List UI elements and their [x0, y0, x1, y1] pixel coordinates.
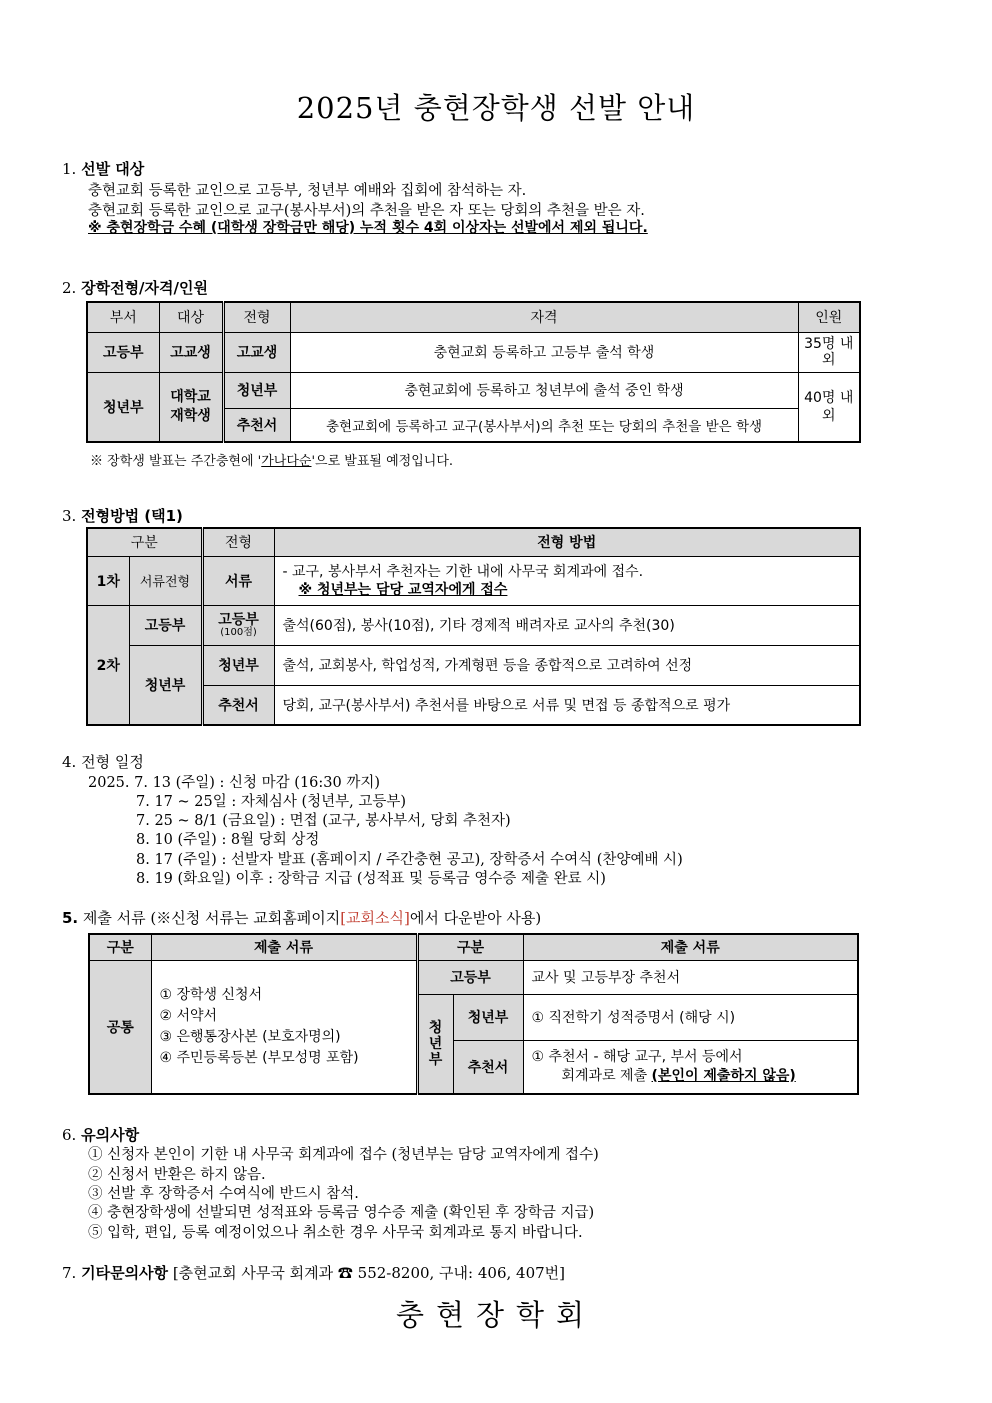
target-cell: 고교생 — [159, 332, 223, 372]
s1-line-2: 충현교회 등록한 교인으로 교구(봉사부서)의 추천을 받은 자 또는 당회의 추천을 받은 자. — [88, 203, 645, 219]
method-cell: 당회, 교구(봉사부서) 추천서를 바탕으로 서류 및 면접 등 종합적으로 평가 — [274, 685, 860, 725]
col-header: 자격 — [290, 302, 798, 332]
qual-cell: 충현교회에 등록하고 청년부에 출석 중인 학생 — [290, 372, 798, 408]
common-cell: 공통 — [89, 960, 151, 1094]
method-text: - 교구, 봉사부서 추천자는 기한 내에 사무국 회계과에 접수. — [282, 563, 644, 580]
table-row — [87, 556, 860, 605]
section-number: 5. — [62, 909, 79, 927]
s2-note — [90, 450, 453, 469]
schedule-line: 8. 17 (주일) : 선발자 발표 (홈페이지 / 주간충현 공고), 장학증서 수여식 (찬양예배 시) — [136, 852, 683, 868]
contact-info: [충현교회 사무국 회계과 ☎ 552-8200, 구내: 406, 407번] — [172, 1264, 566, 1282]
schedule-line: 8. 10 (주일) : 8월 당회 상정 — [136, 832, 320, 848]
target-cell: 대학교 재학생 — [159, 372, 223, 442]
col-header: 부서 — [87, 302, 159, 332]
section-title: 선발 대상 — [81, 160, 145, 178]
notice-item: ② 신청서 반환은 하지 않음. — [88, 1167, 266, 1183]
section-title: 장학전형/자격/인원 — [81, 279, 208, 297]
doc-item: ④ 주민등록등본 (부모성명 포함) — [159, 1049, 359, 1066]
section-title: 제출 서류 (※신청 서류는 교회홈페이지 — [82, 909, 341, 927]
rec-doc-cell — [523, 1040, 858, 1094]
table-row — [87, 645, 860, 685]
s1-warning: ※ 충현장학금 수혜 (대학생 장학금만 해당) 누적 횟수 4회 이상자는 선발에서 제외 됩니다. — [88, 220, 648, 236]
doc-item: ① 장학생 신청서 — [159, 986, 263, 1003]
sub-cell: 서류전형 — [129, 556, 202, 605]
section-5-heading — [62, 907, 541, 928]
doc-item: ③ 은행통장사본 (보호자명의) — [159, 1028, 341, 1045]
youth-doc-cell: ① 직전학기 성적증명서 (해당 시) — [523, 994, 858, 1040]
qualification-table — [86, 301, 861, 443]
selection-method-table — [86, 527, 861, 726]
section-4-heading — [62, 751, 144, 772]
schedule-line: 7. 17 ~ 25일 : 자체심사 (청년부, 고등부) — [136, 794, 407, 810]
schedule-line: 7. 25 ~ 8/1 (금요일) : 면접 (교구, 봉사부서, 당회 추천자) — [136, 813, 511, 829]
sub-cell: 고등부 — [129, 605, 202, 645]
youth-cell: 청년부 — [453, 994, 523, 1040]
notice-item: ① 신청자 본인이 기한 내 사무국 회계과에 접수 (청년부는 담당 교역자에게 접수) — [88, 1147, 599, 1163]
col-header: 전형 — [223, 302, 290, 332]
method-note: ※ 청년부는 담당 교역자에게 접수 — [298, 581, 508, 598]
type-points: (100점) — [220, 627, 257, 638]
table-row — [87, 332, 860, 372]
note-text: '으로 발표될 예정입니다. — [311, 454, 454, 469]
documents-table — [88, 933, 859, 1095]
section-title: 기타문의사항 — [81, 1264, 169, 1282]
doc-item: ② 서약서 — [159, 1007, 218, 1024]
type-cell: 고교생 — [223, 332, 290, 372]
section-1-heading — [62, 158, 144, 179]
hs-cell: 고등부 — [417, 960, 523, 994]
organization-signature: 충현장학회 — [395, 1298, 597, 1332]
youth-group-cell: 청년부 — [417, 994, 453, 1094]
rec-doc-line: ① 추천서 - 해당 교구, 부서 등에서 — [531, 1048, 743, 1065]
rec-doc-note: (본인이 제출하지 않음) — [651, 1067, 796, 1084]
qual-cell: 충현교회에 등록하고 교구(봉사부서)의 추천 또는 당회의 추천을 받은 학생 — [290, 408, 798, 442]
section-number: 1. — [62, 160, 77, 178]
section-number: 4. — [62, 753, 77, 771]
rec-cell: 추천서 — [453, 1040, 523, 1094]
section-title-tail: 에서 다운받아 사용) — [409, 909, 542, 927]
page-title: 2025년 충현장학생 선발 안내 — [296, 91, 696, 125]
sub-cell: 청년부 — [129, 645, 202, 725]
notice-item: ④ 충현장학생에 선발되면 성적표와 등록금 영수증 제출 (확인된 후 장학금 지급) — [88, 1205, 595, 1221]
count-cell: 40명 내외 — [798, 372, 860, 442]
type-text: 고등부 — [218, 612, 259, 628]
notice-item: ③ 선발 후 장학증서 수여식에 반드시 참석. — [88, 1186, 359, 1202]
type-cell: 청년부 — [202, 645, 274, 685]
type-cell: 청년부 — [223, 372, 290, 408]
table-row — [87, 372, 860, 408]
section-2-heading — [62, 277, 208, 298]
section-number: 6. — [62, 1126, 77, 1144]
col-header: 인원 — [798, 302, 860, 332]
round-cell: 2차 — [87, 605, 129, 725]
section-title: 전형방법 (택1) — [81, 507, 183, 525]
schedule-line: 2025. 7. 13 (주일) : 신청 마감 (16:30 까지) — [88, 775, 381, 791]
schedule-line: 8. 19 (화요일) 이후 : 장학금 지급 (성적표 및 등록금 영수증 제출 완료 시) — [136, 871, 606, 887]
section-7-heading — [62, 1262, 565, 1283]
col-header: 대상 — [159, 302, 223, 332]
rec-doc-line: 회계과로 제출 — [561, 1067, 652, 1084]
method-cell — [274, 556, 860, 605]
s1-line-1: 충현교회 등록한 교인으로 고등부, 청년부 예배와 집회에 참석하는 자. — [88, 183, 527, 199]
homepage-link-text: [교회소식] — [340, 909, 410, 927]
section-3-heading — [62, 505, 183, 526]
section-number: 7. — [62, 1264, 77, 1282]
notice-item: ⑤ 입학, 편입, 등록 예정이었으나 취소한 경우 사무국 회계과로 통지 바랍니다. — [88, 1225, 583, 1241]
method-cell: 출석(60점), 봉사(10점), 기타 경제적 배려자로 교사의 추천(30) — [274, 605, 860, 645]
count-cell: 35명 내외 — [798, 332, 860, 372]
hs-doc-cell: 교사 및 고등부장 추천서 — [523, 960, 858, 994]
type-cell: 추천서 — [202, 685, 274, 725]
dept-cell: 청년부 — [87, 372, 159, 442]
note-underlined: 가나다순 — [261, 454, 312, 469]
col-header: 제출 서류 — [151, 934, 417, 960]
col-header: 구분 — [89, 934, 151, 960]
dept-cell: 고등부 — [87, 332, 159, 372]
section-6-heading — [62, 1124, 139, 1145]
method-cell: 출석, 교회봉사, 학업성적, 가계형편 등을 종합적으로 고려하여 선정 — [274, 645, 860, 685]
col-header: 구분 — [87, 528, 202, 556]
table-row — [89, 960, 858, 994]
note-text: ※ 장학생 발표는 주간충현에 ' — [90, 454, 262, 469]
common-docs-cell — [151, 960, 417, 1094]
qual-cell: 충현교회 등록하고 고등부 출석 학생 — [290, 332, 798, 372]
col-header: 제출 서류 — [523, 934, 858, 960]
col-header: 전형 — [202, 528, 274, 556]
type-cell — [202, 605, 274, 645]
table-row — [87, 685, 860, 725]
col-header: 구분 — [417, 934, 523, 960]
type-cell: 추천서 — [223, 408, 290, 442]
section-number: 2. — [62, 279, 77, 297]
section-number: 3. — [62, 507, 77, 525]
section-title: 전형 일정 — [81, 753, 144, 771]
round-cell: 1차 — [87, 556, 129, 605]
type-cell: 서류 — [202, 556, 274, 605]
table-row — [87, 605, 860, 645]
section-title: 유의사항 — [81, 1126, 140, 1144]
col-header: 전형 방법 — [274, 528, 860, 556]
